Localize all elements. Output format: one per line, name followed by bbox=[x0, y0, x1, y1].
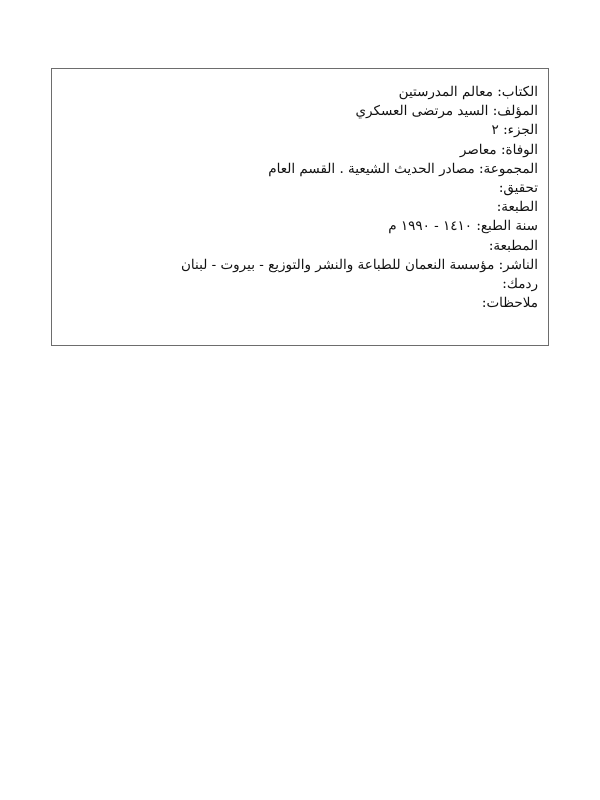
info-line-collection bbox=[62, 160, 538, 179]
info-label: سنة الطبع: bbox=[476, 218, 538, 235]
info-label: ردمك: bbox=[502, 275, 538, 292]
info-line-editor bbox=[62, 179, 538, 198]
book-info-card bbox=[51, 68, 549, 346]
info-line-author bbox=[62, 102, 538, 121]
info-line-death bbox=[62, 141, 538, 160]
info-label: الناشر: bbox=[498, 256, 538, 273]
info-label: المجموعة: bbox=[478, 160, 538, 177]
info-line-isbn bbox=[62, 275, 538, 294]
info-line-notes bbox=[62, 294, 538, 313]
info-value: السيد مرتضى العسكري bbox=[355, 103, 489, 120]
info-label: الوفاة: bbox=[500, 141, 538, 158]
info-value: معالم المدرستين bbox=[398, 84, 493, 100]
info-label: تحقيق: bbox=[498, 179, 538, 196]
info-label: المطبعة: bbox=[488, 237, 538, 254]
info-value: مصادر الحديث الشيعية . القسم العام bbox=[268, 160, 475, 177]
info-line-edition bbox=[62, 198, 538, 217]
info-label: الجزء: bbox=[503, 122, 538, 139]
book-info-lines bbox=[62, 83, 538, 313]
info-label: ملاحظات: bbox=[481, 295, 538, 312]
info-value: ٢ bbox=[491, 122, 499, 139]
info-line-book bbox=[62, 83, 538, 102]
info-line-volume bbox=[62, 121, 538, 140]
info-value: معاصر bbox=[459, 141, 497, 158]
info-line-press bbox=[62, 237, 538, 256]
info-label: المؤلف: bbox=[492, 103, 538, 120]
info-label: الطبعة: bbox=[496, 199, 538, 216]
info-line-publisher bbox=[62, 256, 538, 275]
info-value: ١٤١٠ - ١٩٩٠ م bbox=[388, 218, 473, 235]
info-value: مؤسسة النعمان للطباعة والنشر والتوزيع - بيروت - لبنان bbox=[181, 256, 495, 273]
info-line-year bbox=[62, 217, 538, 236]
info-label: الكتاب: bbox=[497, 84, 538, 100]
